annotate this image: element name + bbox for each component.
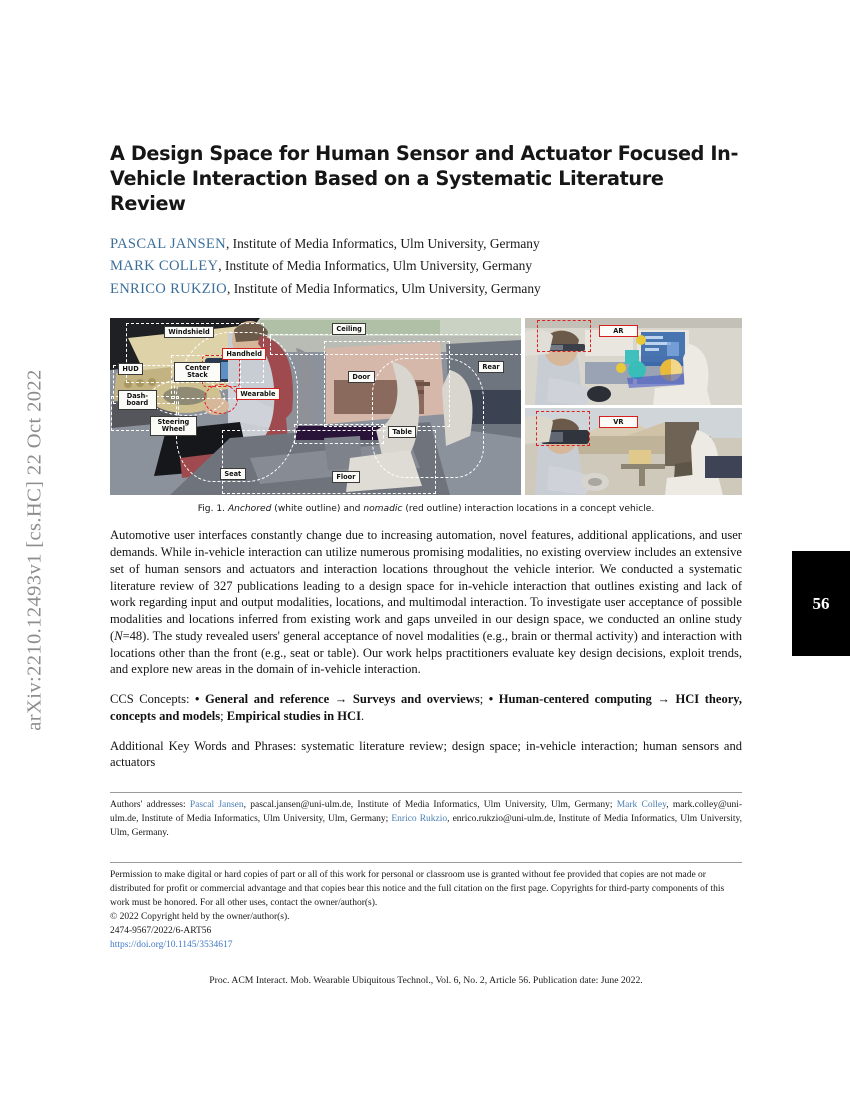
figure-label-windshield: Windshield — [164, 326, 214, 338]
figure-caption-mid: (white outline) and — [274, 504, 361, 515]
permission-block — [110, 869, 742, 953]
figure-ar-panel — [525, 318, 742, 405]
figure-label-door: Door — [348, 371, 375, 383]
addresses-label: Authors' addresses: — [110, 800, 186, 811]
figure-label-center-stack: Center Stack — [174, 362, 221, 382]
page-footer: Proc. ACM Interact. Mob. Wearable Ubiquitous Technol., Vol. 6, No. 2, Article 56. Publication date: June 2022. — [209, 974, 643, 986]
nomadic-outline-ar-glasses — [537, 320, 591, 352]
figure-label-handheld: Handheld — [222, 348, 266, 360]
figure-label-seat: Seat — [220, 468, 246, 480]
figure-ar-vr-column — [525, 318, 742, 495]
ccs-prefix: CCS Concepts: — [110, 692, 190, 707]
ccs-bullet-1-concept: Surveys and overviews — [352, 692, 480, 707]
figure-label-steering-wheel: Steering Wheel — [150, 416, 197, 436]
doi-link[interactable]: https://doi.org/10.1145/3534617 — [110, 939, 233, 950]
figure-label-vr: VR — [599, 416, 638, 428]
figure-caption — [110, 504, 742, 514]
abstract-sample-size-symbol: N — [114, 628, 123, 643]
figure-vr-panel — [525, 408, 742, 495]
figure-label-rear: Rear — [478, 361, 504, 373]
author-affiliation: , Institute of Media Informatics, Ulm University, Germany — [218, 258, 533, 274]
arxiv-stamp-text: arXiv:2210.12493v1 [cs.HC] 22 Oct 2022 — [23, 369, 46, 731]
figure-label-dashboard: Dash-board — [118, 390, 157, 410]
page-title: A Design Space for Human Sensor and Actuator Focused In-Vehicle Interaction Based on a Systematic Literature Review — [110, 142, 739, 215]
figure-label-wearable: Wearable — [236, 388, 280, 400]
address-author-2-link[interactable]: Mark Colley — [616, 800, 667, 811]
author-name: PASCAL JANSEN — [110, 235, 226, 252]
figure-label-ceiling: Ceiling — [332, 323, 366, 335]
author-entry — [110, 255, 742, 277]
ccs-bullet-3-concept: Empirical studies in HCI — [226, 708, 361, 723]
keywords: Additional Key Words and Phrases: systematic literature review; design space; in-vehicle interaction; human sensors and actuators — [110, 738, 742, 770]
article-number: 56 — [812, 593, 830, 613]
address-author-1-detail: , pascal.jansen@uni-ulm.de, Institute of Media Informatics, Ulm University, Ulm, Germany; — [243, 800, 613, 811]
nomadic-outline-vr-headset — [536, 411, 590, 446]
ccs-bullet-1-arrow: → — [334, 692, 348, 707]
permission-text: Permission to make digital or hard copies of part or all of this work for personal or classroom use is granted without fee provided that copies are not made or distributed for profit or commercial advantage and that copies bear this notice and the full citation on the first page. Copyrights for third-party components of this work must be honored. For all other uses, contact the owner/author(s). — [110, 869, 725, 908]
figure-caption-nomadic: nomadic — [363, 504, 403, 515]
ccs-end: . — [360, 708, 365, 723]
ccs-concepts — [110, 691, 742, 725]
abstract-part-1: Automotive user interfaces constantly change due to increasing automation, novel features, additional applications, and user demands. While in-vehicle interaction can utilize numerous promising modalities, no existing overview includes an extensive set of human sensors and actuators and interaction locations throughout the vehicle interior. We conducted a systematic literature review of 327 publications leading to a design space for in-vehicle interaction that outlines existing and lack of work regarding input and output modalities, locations, and multimodal interaction. To investigate user acceptance of possible modalities and locations inferred from existing work and gaps unveiled in our design space, we conducted an online study — [110, 528, 742, 627]
anchored-outline-floor — [222, 430, 436, 494]
author-entry — [110, 278, 742, 300]
copyright-line: © 2022 Copyright held by the owner/author(s). — [110, 911, 290, 922]
figure-caption-anchored: Anchored — [227, 504, 272, 515]
address-author-3-link[interactable]: Enrico Rukzio — [391, 813, 448, 824]
figure-label-table: Table — [388, 426, 416, 438]
issn-line: 2474-9567/2022/6-ART56 — [110, 925, 212, 936]
author-name: ENRICO RUKZIO — [110, 280, 227, 297]
author-affiliation: , Institute of Media Informatics, Ulm University, Germany — [225, 235, 540, 251]
figure-caption-prefix: Fig. 1. — [197, 504, 226, 515]
address-author-1-link[interactable]: Pascal Jansen — [189, 800, 244, 811]
arxiv-stamp — [0, 0, 70, 1100]
addresses-divider — [110, 792, 742, 793]
article-number-tab — [792, 551, 850, 656]
figure-label-ar: AR — [599, 325, 638, 337]
ccs-bullet-2-concept: HCI theory, concepts and models — [110, 692, 743, 723]
author-list — [110, 233, 742, 300]
ccs-separator-2: ; — [220, 708, 224, 723]
figure-vehicle-interior — [110, 318, 521, 495]
permission-divider — [110, 862, 742, 863]
figure-caption-end: (red outline) interaction locations in a concept vehicle. — [405, 504, 655, 515]
figure-label-floor: Floor — [332, 471, 360, 483]
address-author-3-detail: , enrico.rukzio@uni-ulm.de, Institute of Media Informatics, Ulm University, Ulm, Germany. — [110, 813, 742, 838]
figure-label-hud: HUD — [118, 363, 143, 375]
author-entry — [110, 233, 742, 255]
ccs-bullet-2-category: • Human-centered computing — [488, 692, 652, 707]
ccs-separator-1: ; — [479, 692, 484, 707]
address-author-2-detail: , mark.colley@uni-ulm.de, Institute of Media Informatics, Ulm University, Ulm, Germany; — [110, 800, 743, 824]
author-name: MARK COLLEY — [110, 258, 219, 275]
ccs-bullet-1-category: • General and reference — [195, 692, 330, 707]
authors-addresses — [110, 799, 742, 841]
abstract-part-2: =48). The study revealed users' general acceptance of novel modalities (e.g., brain or thermal activity) and interaction with locations other than the front (e.g., seat or table). Our work helps practitioners evaluate key design decisions, exploit trends, and explore new areas in the domain of in-vehicle interaction. — [110, 628, 742, 677]
ccs-bullet-2-arrow: → — [657, 692, 670, 707]
page-content — [110, 0, 742, 986]
author-affiliation: , Institute of Media Informatics, Ulm University, Germany — [227, 280, 541, 296]
figure-1 — [110, 318, 742, 495]
abstract: Automotive user interfaces constantly change due to increasing automation, novel features, additional applications, and user demands. While in-vehicle interaction can utilize numerous promising modalities, no existing overview includes an extensive set of human sensors and actuators and interaction locations throughout the vehicle interior. We conducted a systematic literature review of 327 publications leading to a design space for in-vehicle interaction that outlines existing and lack of work regarding input and output modalities, locations, and multimodal interaction. To investigate user acceptance of possible modalities and locations inferred from existing work and gaps unveiled in our design space, we conducted an online study (N=48). The study revealed users' general acceptance of novel modalities (e.g., brain or thermal activity) and interaction with locations other than the front (e.g., seat or table). Our work helps practitioners evaluate key design decisions, exploit trends, and explore new areas in the domain of in-vehicle interaction. — [110, 528, 742, 677]
